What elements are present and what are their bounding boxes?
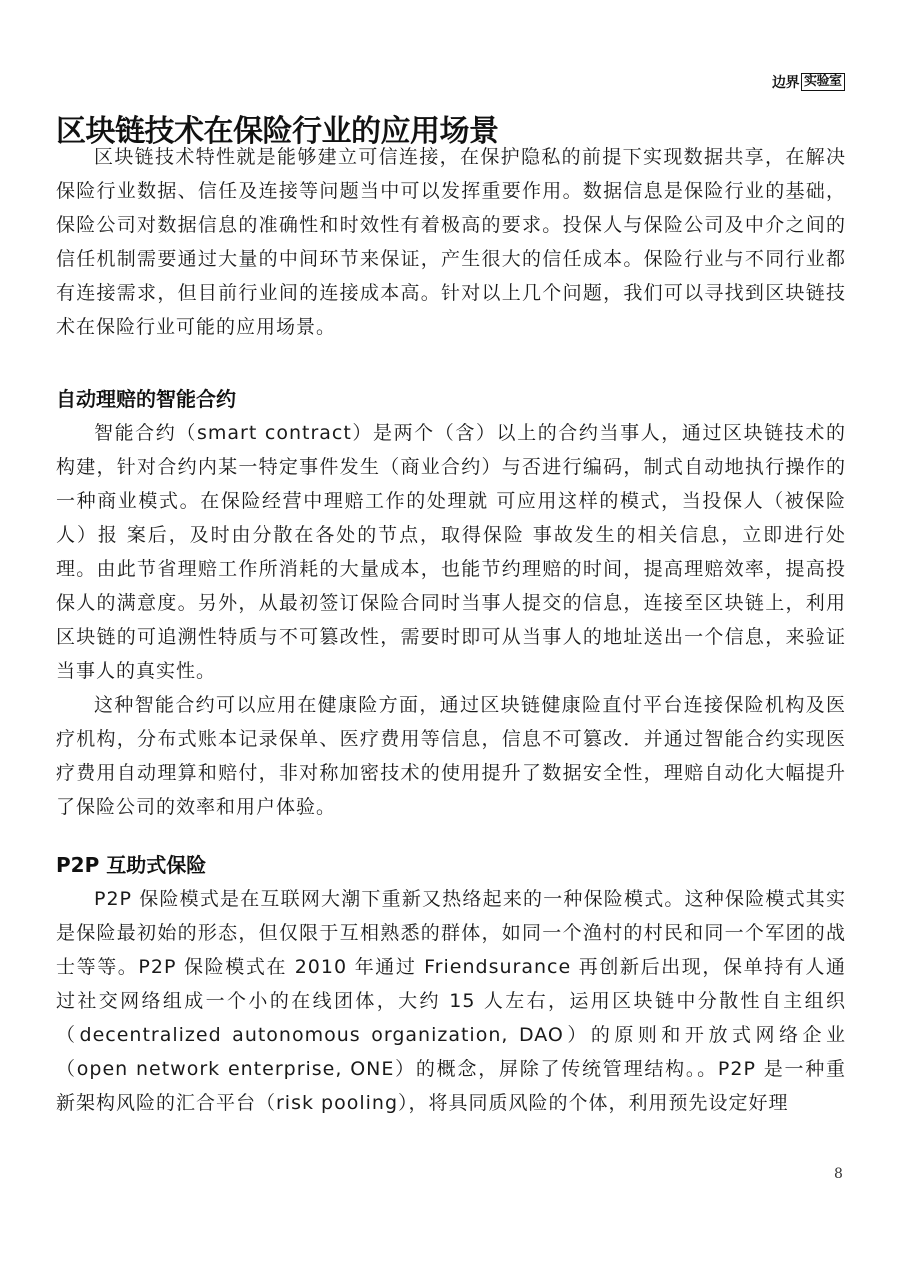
- p2p-paragraph-1: P2P 保险模式是在互联网大潮下重新又热络起来的一种保险模式。这种保险模式其实是保险最初始的形态，但仅限于互相熟悉的群体，如同一个渔村的村民和同一个军团的战士等等。P2P 保险模式在 2010 年通过 Friendsurance 再创新后出现，保单持有人通过社交网络组成一个小的在线团体，大约 15 人左右，运用区块链中分散性自主组织（decentralized autonomous organization, DAO）的原则和开放式网络企业（open network enterprise, ONE）的概念，屏除了传统管理结构。。P2P 是一种重新架构风险的汇合平台（risk pooling），将具同质风险的个体，利用预先设定好理: [56, 888, 846, 1114]
- smart-contract-paragraph-2: 这种智能合约可以应用在健康险方面，通过区块链健康险直付平台连接保险机构及医疗机构，分布式账本记录保单、医疗费用等信息，信息不可篡改．并通过智能合约实现医疗费用自动理算和赔付，非对称加密技术的使用提升了数据安全性，理赔自动化大幅提升了保险公司的效率和用户体验。: [56, 694, 846, 818]
- page-number: 8: [834, 1166, 843, 1182]
- section-heading-p2p: P2P 互助式保险: [56, 853, 207, 877]
- logo-text-a: 边界: [772, 75, 799, 91]
- article-body: [56, 140, 846, 1120]
- section-heading-smart-contract: 自动理赔的智能合约: [56, 387, 236, 411]
- publisher-logo: [772, 71, 845, 93]
- logo-text-b: 实验室: [801, 73, 845, 91]
- smart-contract-paragraph-1: 智能合约（smart contract）是两个（含）以上的合约当事人，通过区块链技术的构建，针对合约内某一特定事件发生（商业合约）与否进行编码，制式自动地执行操作的一种商业模式。在保险经营中理赔工作的处理就 可应用这样的模式，当投保人（被保险人）报 案后，及时由分散在各处的节点，取得保险 事故发生的相关信息，立即进行处理。由此节省理赔工作所消耗的大量成本，也能节约理赔的时间，提高理赔效率，提高投保人的满意度。另外，从最初签订保险合同时当事人提交的信息，连接至区块链上，利用区块链的可追溯性特质与不可篡改性，需要时即可从当事人的地址送出一个信息，来验证当事人的真实性。: [56, 422, 846, 682]
- page-title: 区块链技术在保险行业的应用场景: [56, 114, 499, 150]
- intro-paragraph: 区块链技术特性就是能够建立可信连接，在保护隐私的前提下实现数据共享，在解决保险行业数据、信任及连接等问题当中可以发挥重要作用。数据信息是保险行业的基础，保险公司对数据信息的准确性和时效性有着极高的要求。投保人与保险公司及中介之间的信任机制需要通过大量的中间环节来保证，产生很大的信任成本。保险行业与不同行业都有连接需求，但目前行业间的连接成本高。针对以上几个问题，我们可以寻找到区块链技术在保险行业可能的应用场景。: [56, 146, 846, 338]
